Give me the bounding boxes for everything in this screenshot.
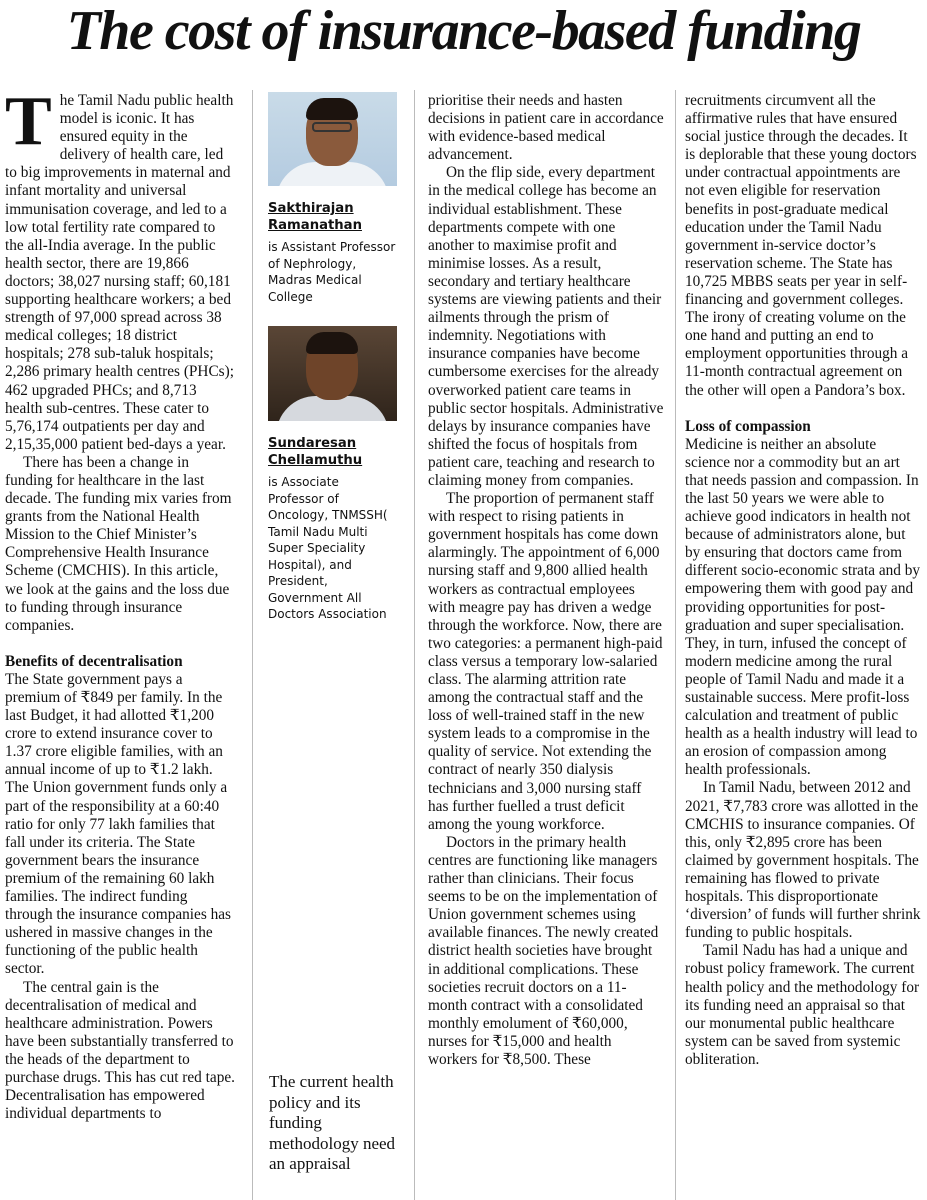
- article-column-1: [5, 92, 237, 1200]
- author-photo: [268, 326, 397, 421]
- article-paragraph: Tamil Nadu has had a unique and robust policy framework. The current health policy and the methodology for its funding need an appraisal so that our monumental public healthcare system can be saved from systemic obliteration.: [685, 942, 920, 1068]
- article-paragraph: Medicine is neither an absolute science nor a commodity but an art that needs passion and compassion. In the last 50 years we were able to achieve good indicators in health not because of administrators alone, but by ensuring that doctors came from different socio-economic strata and by empowering them with good pay and providing opportunities for post-graduation and super specialisation. They, in turn, infused the concept of modern medicine among the rural people of Tamil Nadu and made it a sustainable success. Mere profit-loss calculation and treatment of public health as a health industry will lead to an erosion of compassion among health professionals.: [685, 435, 921, 779]
- article-paragraph: Doctors in the primary health centres are functioning like managers rather than clinicians. Their focus seems to be on the implementation of Union government schemes using available finances. The newly created district health societies have brought in additional complications. These societies recruit doctors on a 11-month contract with a consolidated monthly emolument of ₹60,000, nurses for ₹15,000 and health workers for ₹8,500. These: [428, 833, 659, 1068]
- article-column-4: [685, 92, 921, 1200]
- article-paragraph: The Tamil Nadu public health model is iconic. It has ensured equity in the delivery of health care, led to big improvements in maternal and infant mortality and universal immunisation coverage, and led to a low total fertility rate compared to the all-India average. In the public health sector, there are 19,866 doctors; 38,027 nursing staff; 60,181 supporting healthcare workers; a bed strength of 97,000 spread across 38 medical colleges; 18 district hospitals; 278 sub-taluk hospitals; 2,286 primary health centres (PHCs); 462 upgraded PHCs; and 8,713 health sub-centres. These cater to 5,76,174 outpatients per day and 2,15,35,000 patient bed-days a year.: [5, 92, 234, 453]
- article-paragraph: On the flip side, every department in the medical college has become an individual establishment. These departments compete with one another to maximise profit and minimise losses. As a result, secondary and tertiary healthcare systems are viewing patients and their ailments through the prism of indemnity. Negotiations with insurance companies have become cumbersome exercises for the already overworked patient care teams in public sector hospitals. Administrative delays by insurance companies have shifted the focus of hospitals from patient care, teaching and research to claiming money from companies.: [428, 164, 664, 489]
- pull-quote: The current health policy and its funding methodology need an appraisal: [269, 1072, 396, 1173]
- author-name: Sundaresan Chellamuthu: [268, 436, 363, 468]
- article-paragraph: There has been a change in funding for healthcare in the last decade. The funding mix varies from grants from the National Health Mission to the Chief Minister’s Comprehensive Health Insurance Scheme (CMCHIS). In this article, we look at the gains and the loss due to funding through insurance companies.: [5, 453, 232, 634]
- article-paragraph: The State government pays a premium of ₹849 per family. In the last Budget, it had allotted ₹1,200 crore to extend insurance cover to 1.37 crore eligible families, with an annual income of up to ₹1.2 lakh. The Union government funds only a part of the responsibility at a 60:40 ratio for only 77 lakh families that fall under its criteria. The State government bears the insurance premium of the remaining 60 lakh families. The indirect funding through the insurance companies has ushered in massive changes in the functioning of the public health sector.: [5, 670, 231, 978]
- author-photo: [268, 92, 397, 186]
- author-bios: [268, 92, 398, 644]
- column-divider: [675, 90, 676, 1200]
- column-divider: [414, 90, 415, 1200]
- author-name: Sakthirajan Ramanathan: [268, 201, 362, 233]
- section-subhead: Benefits of decentralisation: [5, 652, 183, 670]
- article-paragraph: recruitments circumvent all the affirmative rules that have ensured social justice through the decades. It is deplorable that these young doctors under contractual appointments are not even eligible for reservation benefits in post-graduate medical education under the Tamil Nadu government in-service doctor’s reservation scheme. The State has 10,725 MBBS seats per year in self-financing and government colleges. The irony of creating volume on the one hand and putting an end to employment opportunities through a 11-month contractual agreement on the other will open a Pandora’s box.: [685, 92, 917, 399]
- article-paragraph: The proportion of permanent staff with respect to rising patients in government hospitals has come down alarmingly. The appointment of 6,000 nursing staff and 9,800 allied health workers as contractual employees with meagre pay has driven a wedge through the workforce. Now, there are two categories: a permanent high-paid class versus a temporary low-salaried class. The alarming attrition rate among the contractual staff and the loss of well-trained staff in the new system leads to a compromise in the quality of service. Not extending the contract of nearly 350 dialysis technicians and 3,000 nursing staff has further fuelled a trust deficit among the young workforce.: [428, 490, 663, 833]
- headline: The cost of insurance-based funding: [66, 0, 861, 62]
- author-description: is Associate Professor of Oncology, TNMSSH( Tamil Nadu Multi Super Speciality Hospital), and President, Government All Doctors Association: [268, 475, 388, 621]
- article-paragraph: prioritise their needs and hasten decisions in patient care in accordance with evidence-based medical advancement.: [428, 92, 664, 164]
- section-subhead: Loss of compassion: [685, 417, 811, 435]
- article-paragraph: In Tamil Nadu, between 2012 and 2021, ₹7,783 crore was allotted in the CMCHIS to insurance companies. Of this, only ₹2,895 crore has been claimed by government hospitals. The remaining has flowed to private hospitals. This disproportionate ‘diversion’ of funds will further shrink funding to public hospitals.: [685, 779, 921, 942]
- article-column-3: [428, 92, 664, 1200]
- column-divider: [252, 90, 253, 1200]
- article-paragraph: The central gain is the decentralisation of medical and healthcare administration. Powers have been substantially transferred to the heads of the department to purchase drugs. This has cut red tape. Decentralisation has empowered individual departments to: [5, 978, 235, 1123]
- author-description: is Assistant Professor of Nephrology, Madras Medical College: [268, 240, 396, 304]
